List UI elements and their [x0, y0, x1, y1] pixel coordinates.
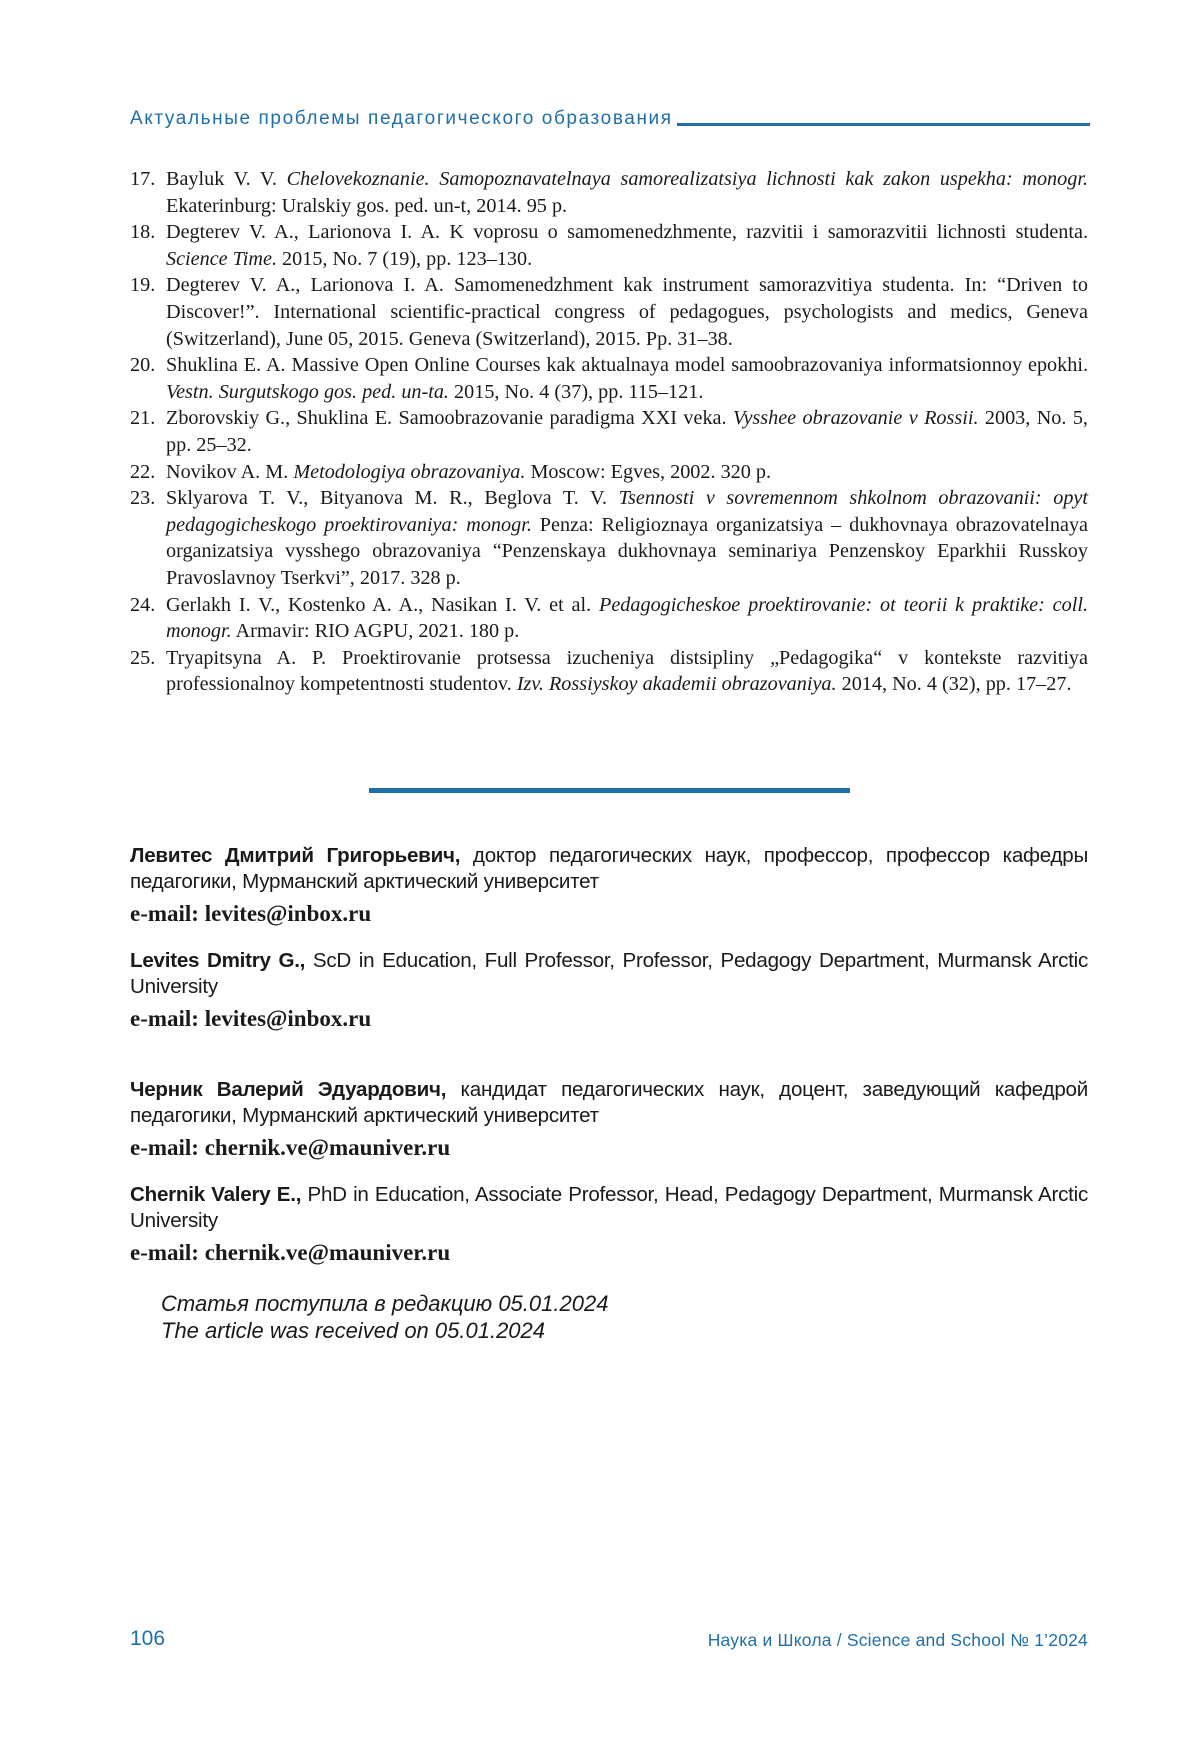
- reference-number: 23.: [130, 487, 156, 510]
- reference-list: [130, 166, 1088, 698]
- author-info-ru-1: [130, 843, 1088, 928]
- reference-text: Ekaterinburg: Uralskiy gos. ped. un-t, 2014. 95 p.: [166, 194, 568, 217]
- author-name: Черник Валерий Эдуардович,: [130, 1078, 447, 1101]
- reference-number: 21.: [130, 407, 156, 430]
- page-number: 106: [130, 1627, 166, 1650]
- reference-text: Bayluk V. V.: [166, 168, 287, 190]
- reference-item: [130, 459, 1088, 486]
- author-name: Chernik Valery E.,: [130, 1183, 302, 1206]
- author-description: [130, 948, 1088, 999]
- reference-number: 18.: [130, 221, 156, 244]
- running-header-title: Актуальные проблемы педагогического образования: [130, 108, 673, 129]
- reference-source-title: Chelovekoznanie. Samopoznavatelnaya samorealizatsiya lichnosti kak zakon uspekha: monogr.: [286, 168, 1088, 190]
- author-email: e-mail: levites@inbox.ru: [130, 901, 372, 927]
- journal-footer: Наука и Школа / Science and School № 1’2024: [707, 1630, 1088, 1650]
- author-affiliation: ScD in Education, Full Professor, Professor, Pedagogy Department, Murmansk Arctic University: [130, 949, 1088, 998]
- author-name: Levites Dmitry G.,: [130, 949, 306, 972]
- reference-source-title: Vestn. Surgutskogo gos. ped. un-ta.: [166, 380, 449, 403]
- author-email: e-mail: chernik.ve@mauniver.ru: [130, 1135, 451, 1161]
- reference-text: Moscow: Egves, 2002. 320 p.: [525, 460, 772, 483]
- reference-number: 25.: [130, 646, 156, 669]
- reference-text: Armavir: RIO AGPU, 2021. 180 p.: [231, 620, 520, 643]
- reference-item: [130, 352, 1088, 405]
- running-header: [130, 104, 1090, 128]
- received-note-ru: Статья поступила в редакцию 05.01.2024: [161, 1291, 609, 1316]
- author-affiliation: PhD in Education, Associate Professor, Head, Pedagogy Department, Murmansk Arctic University: [130, 1183, 1088, 1232]
- reference-item: [130, 592, 1088, 645]
- reference-item: [130, 485, 1088, 591]
- reference-text: Gerlakh I. V., Kostenko A. A., Nasikan I. V. et al.: [166, 593, 600, 616]
- reference-text: Sklyarova T. V., Bityanova M. R., Beglova T. V.: [166, 487, 619, 510]
- reference-item: [130, 645, 1088, 698]
- reference-number: 17.: [130, 168, 156, 190]
- reference-number: 22.: [130, 460, 156, 483]
- reference-text: 2015, No. 4 (37), pp. 115–121.: [448, 380, 704, 403]
- section-divider: [369, 788, 850, 793]
- reference-source-title: Metodologiya obrazovaniya.: [293, 460, 526, 483]
- reference-item: [130, 166, 1088, 219]
- reference-item: [130, 219, 1088, 272]
- author-info-en-2: [130, 1182, 1088, 1267]
- reference-number: 20.: [130, 354, 156, 377]
- author-affiliation: кандидат педагогических наук, доцент, заведующий кафедрой педагогики, Мурманский арктический университет: [130, 1078, 1088, 1127]
- reference-source-title: Izv. Rossiyskoy akademii obrazovaniya.: [516, 673, 837, 696]
- reference-text: 2003, No. 5, pp. 25–32.: [166, 407, 1088, 456]
- reference-item: [130, 405, 1088, 458]
- author-name: Левитес Дмитрий Григорьевич,: [130, 844, 461, 867]
- reference-number: 19.: [130, 274, 156, 297]
- author-email: e-mail: chernik.ve@mauniver.ru: [130, 1240, 451, 1266]
- reference-text: Shuklina E. A. Massive Open Online Courses kak aktualnaya model samoobrazovaniya informatsionnoy epokhi.: [166, 354, 1088, 377]
- author-info-ru-2: [130, 1077, 1088, 1162]
- reference-number: 24.: [130, 593, 156, 616]
- author-description: [130, 843, 1088, 894]
- author-email: e-mail: levites@inbox.ru: [130, 1006, 372, 1032]
- header-rule: [677, 123, 1090, 126]
- reference-text: Degterev V. A., Larionova I. A. K voprosu o samomenedzhmente, razvitii i samorazvitii lichnosti studenta.: [166, 221, 1088, 244]
- author-description: [130, 1182, 1088, 1233]
- reference-text: Degterev V. A., Larionova I. A. Samomenedzhment kak instrument samorazvitiya studenta. In: “Driven to Discover!”. International scientific-practical congress of pedagogues, psychologists and medics, Geneva (Switzerland), June 05, 2015. Geneva (Switzerland), 2015. Pp. 31–38.: [166, 274, 1088, 350]
- reference-source-title: Vysshee obrazovanie v Rossii.: [732, 407, 979, 430]
- reference-item: [130, 272, 1088, 352]
- author-description: [130, 1077, 1088, 1128]
- author-info-en-1: [130, 948, 1088, 1033]
- reference-text: Novikov A. M.: [166, 460, 294, 483]
- reference-text: Tryapitsyna A. P. Proektirovanie protsessa izucheniya distsipliny „Pedagogika“ v kontekste razvitiya professionalnoy kompetentnosti studentov.: [166, 646, 1088, 696]
- reference-text: Zborovskiy G., Shuklina E. Samoobrazovanie paradigma XXI veka.: [166, 407, 733, 430]
- reference-source-title: Pedagogicheskoe proektirovanie: ot teorii k praktike: coll. monogr.: [166, 593, 1089, 643]
- author-affiliation: доктор педагогических наук, профессор, профессор кафедры педагогики, Мурманский арктический университет: [130, 844, 1088, 893]
- reference-text: 2014, No. 4 (32), pp. 17–27.: [836, 673, 1072, 696]
- reference-source-title: Tsennosti v sovremennom shkolnom obrazovanii: opyt pedagogicheskogo proektirovaniya: monogr.: [166, 487, 1088, 536]
- reference-text: 2015, No. 7 (19), pp. 123–130.: [277, 247, 533, 270]
- received-note-en: The article was received on 05.01.2024: [161, 1318, 546, 1343]
- reference-source-title: Science Time.: [166, 247, 277, 270]
- reference-text: Penza: Religioznaya organizatsiya – dukhovnaya obrazovatelnaya organizatsiya vysshego obrazovaniya “Penzenskaya dukhovnaya seminariya Penzenskoy Eparkhii Russkoy Pravoslavnoy Tserkvi”, 2017. 328 p.: [166, 513, 1088, 589]
- received-note: [161, 1290, 608, 1344]
